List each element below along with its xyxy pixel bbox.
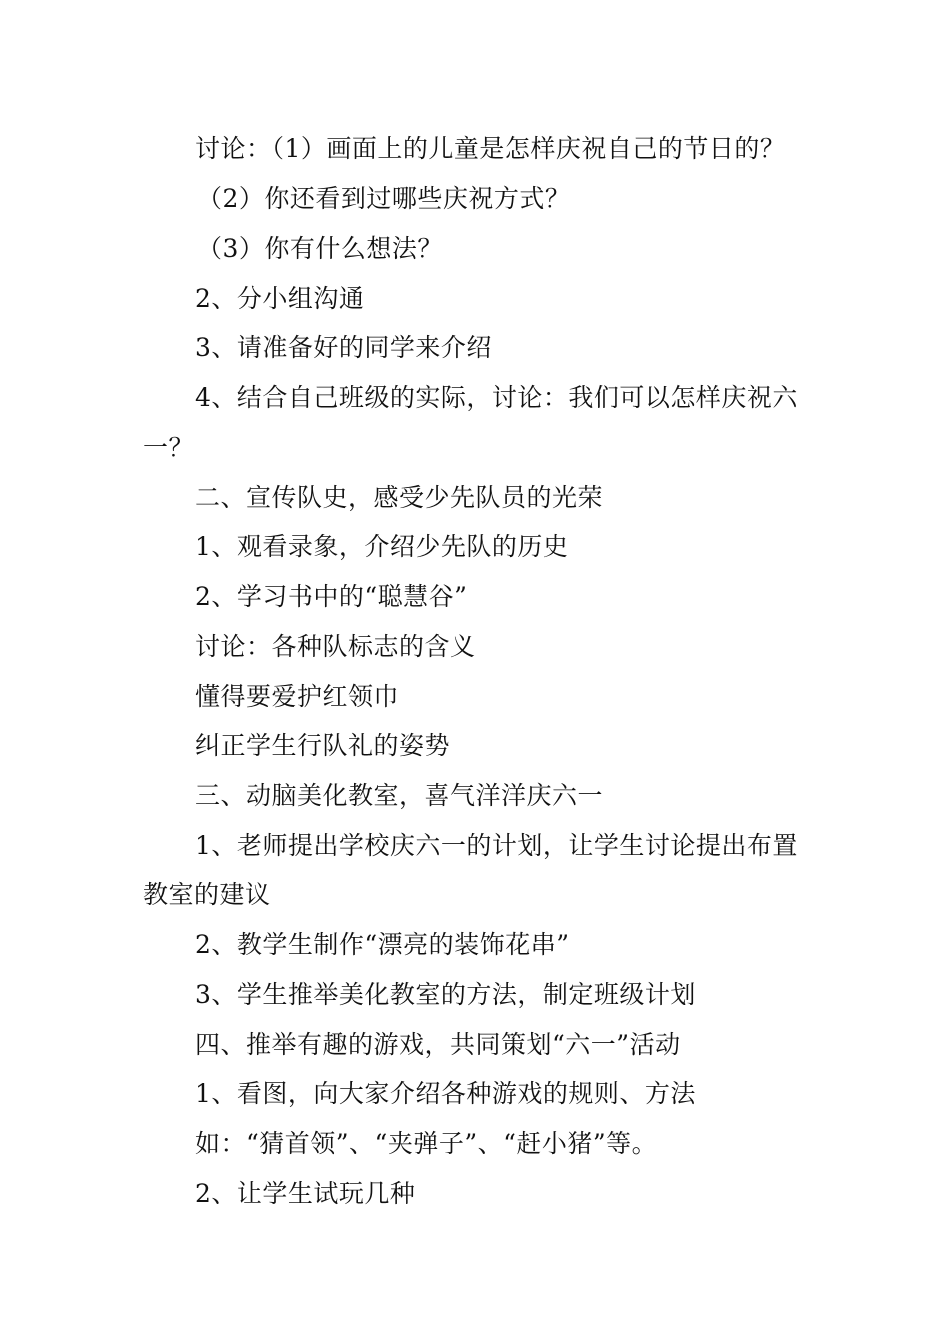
step-study-book: 2、学习书中的“聪慧谷” <box>195 582 468 611</box>
step-teacher-plan-continued: 教室的建议 <box>143 880 271 909</box>
step-class-discussion: 4、结合自己班级的实际，讨论：我们可以怎样庆祝六 <box>195 383 798 412</box>
discussion-question-2: （2）你还看到过哪些庆祝方式？ <box>197 184 571 213</box>
note-salute-posture: 纠正学生行队礼的姿势 <box>195 731 451 760</box>
step-class-plan: 3、学生推举美化教室的方法，制定班级计划 <box>195 980 696 1009</box>
section-heading-3: 三、动脑美化教室，喜气洋洋庆六一 <box>195 781 604 810</box>
discussion-question-1: 讨论：（1）画面上的儿童是怎样庆祝自己的节日的？ <box>195 134 786 163</box>
discussion-question-3: （3）你有什么想法？ <box>197 234 443 263</box>
section-heading-2: 二、宣传队史，感受少先队员的光荣 <box>195 483 604 512</box>
step-group-communication: 2、分小组沟通 <box>195 284 365 313</box>
step-student-introduction: 3、请准备好的同学来介绍 <box>195 333 492 362</box>
step-teacher-plan: 1、老师提出学校庆六一的计划，让学生讨论提出布置 <box>195 831 798 860</box>
step-watch-video: 1、观看录象，介绍少先队的历史 <box>195 532 569 561</box>
note-red-scarf: 懂得要爱护红领巾 <box>195 682 400 711</box>
step-make-decorations: 2、教学生制作“漂亮的装饰花串” <box>195 930 570 959</box>
discussion-team-symbols: 讨论：各种队标志的含义 <box>195 632 476 661</box>
step-class-discussion-continued: 一？ <box>143 433 195 462</box>
section-heading-4: 四、推举有趣的游戏，共同策划“六一”活动 <box>195 1030 681 1059</box>
game-examples: 如：“猜首领”、“夹弹子”、“赶小猪”等。 <box>195 1129 658 1158</box>
step-try-games: 2、让学生试玩几种 <box>195 1179 416 1208</box>
step-introduce-games: 1、看图，向大家介绍各种游戏的规则、方法 <box>195 1079 696 1108</box>
